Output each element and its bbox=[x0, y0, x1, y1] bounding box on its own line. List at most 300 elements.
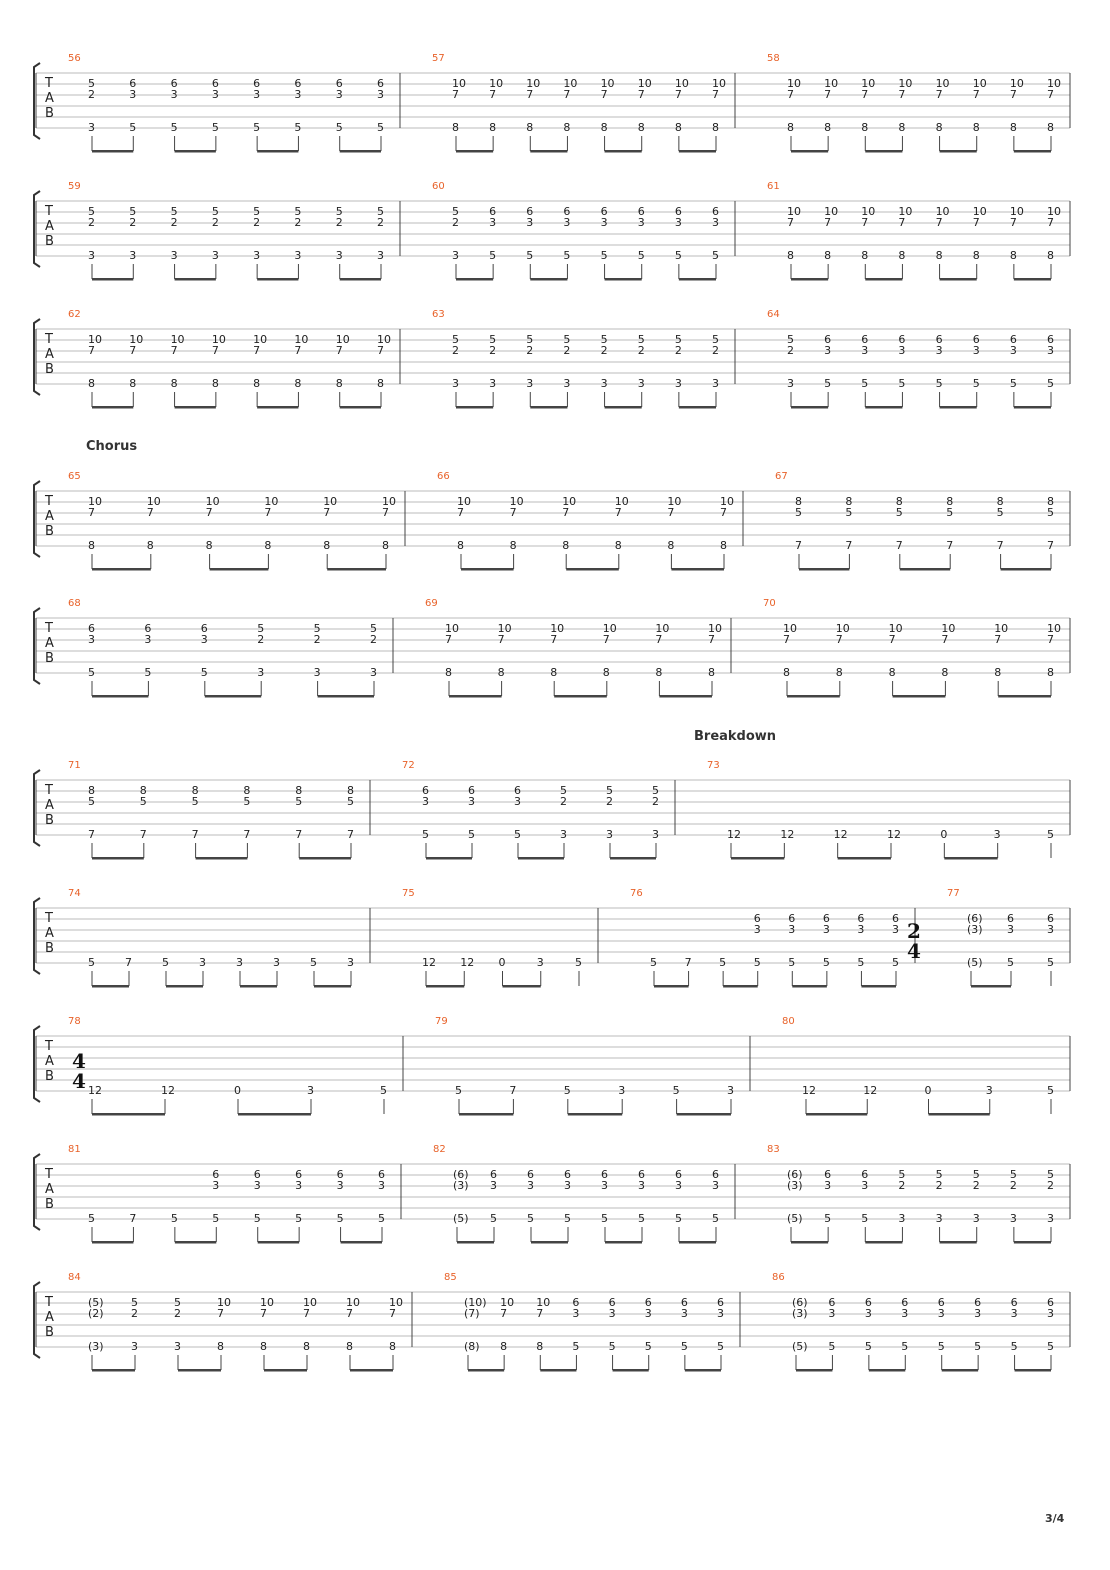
fret-number: 3 bbox=[935, 344, 943, 357]
fret-number: 5 bbox=[937, 1340, 945, 1353]
fret-number: 6 bbox=[170, 77, 178, 90]
fret-number: 7 bbox=[489, 88, 497, 101]
fret-number: 10 bbox=[783, 622, 797, 635]
fret-number: 5 bbox=[788, 956, 796, 969]
note-beam bbox=[340, 150, 381, 153]
measure-number: 77 bbox=[947, 888, 960, 899]
fret-number: 5 bbox=[857, 956, 865, 969]
fret-number: 10 bbox=[550, 622, 565, 635]
fret-number: 7 bbox=[684, 956, 692, 969]
fret-number: 10 bbox=[526, 77, 541, 90]
fret-number: 10 bbox=[260, 1296, 274, 1309]
fret-number: 7 bbox=[253, 344, 261, 357]
fret-number: (5) bbox=[88, 1296, 104, 1309]
tab-clef-letter: B bbox=[45, 1325, 54, 1340]
note-beam bbox=[456, 406, 493, 409]
measure-number: 71 bbox=[68, 760, 81, 771]
fret-number: 3 bbox=[680, 1307, 688, 1320]
fret-number: 5 bbox=[370, 622, 377, 635]
note-beam bbox=[530, 150, 567, 153]
fret-number: 5 bbox=[378, 1212, 385, 1225]
fret-number: 3 bbox=[88, 121, 95, 134]
fret-number: 5 bbox=[455, 1084, 462, 1097]
fret-number: 7 bbox=[303, 1307, 310, 1320]
tab-clef-letter: T bbox=[45, 1295, 53, 1310]
fret-number: 8 bbox=[347, 784, 354, 797]
fret-number: 5 bbox=[972, 1168, 980, 1181]
measure-number: 72 bbox=[402, 760, 415, 771]
fret-number: 7 bbox=[941, 633, 949, 646]
fret-number: 5 bbox=[753, 956, 761, 969]
fret-number: 6 bbox=[898, 333, 906, 346]
tab-clef-letter: A bbox=[45, 219, 54, 234]
note-beam bbox=[659, 695, 712, 698]
fret-number: 2 bbox=[674, 344, 682, 357]
fret-number: 3 bbox=[727, 1084, 734, 1097]
fret-number: 3 bbox=[608, 1307, 616, 1320]
fret-number: 8 bbox=[602, 666, 610, 679]
note-beam bbox=[677, 1113, 731, 1116]
note-beam bbox=[178, 1369, 221, 1372]
fret-number: 6 bbox=[572, 1296, 580, 1309]
fret-number: 7 bbox=[243, 828, 251, 841]
fret-number: 3 bbox=[295, 1179, 303, 1192]
note-beam bbox=[196, 857, 248, 860]
note-beam bbox=[613, 1369, 649, 1372]
fret-number: 3 bbox=[129, 249, 137, 262]
fret-number: 6 bbox=[822, 912, 830, 925]
fret-number: 3 bbox=[514, 795, 521, 808]
fret-number: 5 bbox=[864, 1340, 872, 1353]
fret-number: 6 bbox=[336, 1168, 344, 1181]
fret-number: 8 bbox=[139, 784, 147, 797]
fret-number: 8 bbox=[382, 539, 389, 552]
fret-number: 5 bbox=[380, 1084, 387, 1097]
fret-number: 5 bbox=[563, 333, 571, 346]
fret-number: 5 bbox=[294, 205, 302, 218]
fret-number: 0 bbox=[924, 1084, 932, 1097]
fret-number: 2 bbox=[370, 633, 377, 646]
tab-staff-row bbox=[34, 181, 1070, 281]
fret-number: 8 bbox=[536, 1340, 544, 1353]
fret-number: 6 bbox=[600, 205, 608, 218]
fret-number: 6 bbox=[1047, 333, 1054, 346]
fret-number: 3 bbox=[490, 1179, 497, 1192]
fret-number: 8 bbox=[146, 539, 154, 552]
fret-number: 6 bbox=[200, 622, 208, 635]
fret-number: 6 bbox=[144, 622, 152, 635]
fret-number: 3 bbox=[712, 377, 719, 390]
measure-number: 61 bbox=[767, 181, 780, 192]
note-beam bbox=[893, 695, 946, 698]
fret-number: 7 bbox=[129, 344, 137, 357]
fret-number: 2 bbox=[898, 1179, 906, 1192]
fret-number: 2 bbox=[560, 795, 567, 808]
fret-number: 3 bbox=[307, 1084, 314, 1097]
fret-number: 8 bbox=[526, 121, 534, 134]
fret-number: 8 bbox=[935, 121, 943, 134]
fret-number: 8 bbox=[295, 784, 303, 797]
fret-number: 5 bbox=[1047, 828, 1054, 841]
tab-clef-letter: B bbox=[45, 234, 54, 249]
fret-number: 7 bbox=[323, 506, 331, 519]
note-beam bbox=[1014, 150, 1051, 153]
fret-number: 10 bbox=[1009, 77, 1024, 90]
fret-number: 2 bbox=[129, 216, 137, 229]
fret-number: 10 bbox=[861, 205, 876, 218]
note-beam bbox=[210, 568, 269, 571]
fret-number: 6 bbox=[489, 205, 497, 218]
fret-number: 3 bbox=[536, 956, 544, 969]
fret-number: 5 bbox=[822, 956, 830, 969]
fret-number: 3 bbox=[129, 88, 137, 101]
fret-number: 5 bbox=[452, 333, 459, 346]
fret-number: 3 bbox=[170, 88, 178, 101]
fret-number: 7 bbox=[264, 506, 272, 519]
fret-number: 5 bbox=[638, 1212, 645, 1225]
fret-number: 10 bbox=[146, 495, 161, 508]
fret-number: 7 bbox=[509, 506, 517, 519]
fret-number: 7 bbox=[898, 216, 906, 229]
fret-number: 8 bbox=[377, 377, 384, 390]
fret-number: 5 bbox=[144, 666, 152, 679]
fret-number: 5 bbox=[606, 784, 613, 797]
measure-number: 67 bbox=[775, 471, 788, 482]
note-beam bbox=[791, 406, 828, 409]
fret-number: 6 bbox=[335, 77, 343, 90]
fret-number: 10 bbox=[614, 495, 629, 508]
fret-number: 12 bbox=[863, 1084, 878, 1097]
fret-number: 5 bbox=[253, 121, 261, 134]
fret-number: 5 bbox=[1010, 1340, 1018, 1353]
fret-number: 3 bbox=[253, 1179, 261, 1192]
fret-number: 10 bbox=[389, 1296, 403, 1309]
fret-number: 10 bbox=[457, 495, 471, 508]
fret-number: 6 bbox=[1010, 1296, 1018, 1309]
fret-number: 5 bbox=[377, 205, 384, 218]
note-beam bbox=[671, 568, 724, 571]
measure-number: 86 bbox=[772, 1272, 785, 1283]
note-beam bbox=[998, 695, 1051, 698]
note-beam bbox=[654, 985, 689, 988]
fret-number: (10) bbox=[464, 1296, 487, 1309]
fret-number: 10 bbox=[509, 495, 524, 508]
fret-number: 3 bbox=[864, 1307, 872, 1320]
fret-number: 6 bbox=[788, 912, 796, 925]
fret-number: 3 bbox=[618, 1084, 626, 1097]
fret-number: 6 bbox=[824, 1168, 832, 1181]
fret-number: 5 bbox=[935, 1168, 943, 1181]
fret-number: 5 bbox=[243, 795, 251, 808]
fret-number: 2 bbox=[489, 344, 497, 357]
fret-number: 12 bbox=[88, 1084, 102, 1097]
fret-number: 3 bbox=[572, 1307, 580, 1320]
fret-number: 10 bbox=[861, 77, 876, 90]
fret-number: 5 bbox=[861, 1212, 869, 1225]
fret-number: 2 bbox=[335, 216, 343, 229]
fret-number: 8 bbox=[389, 1340, 396, 1353]
fret-number: 5 bbox=[139, 795, 147, 808]
fret-number: 6 bbox=[1007, 912, 1014, 925]
fret-number: 2 bbox=[174, 1307, 181, 1320]
note-beam bbox=[865, 406, 902, 409]
note-beam bbox=[340, 278, 381, 281]
note-beam bbox=[568, 1113, 622, 1116]
fret-number: 7 bbox=[260, 1307, 267, 1320]
fret-number: 3 bbox=[753, 923, 761, 936]
fret-number: 8 bbox=[720, 539, 727, 552]
fret-number: 3 bbox=[717, 1307, 724, 1320]
tab-clef-letter: T bbox=[45, 204, 53, 219]
fret-number: 10 bbox=[1047, 205, 1061, 218]
fret-number: 5 bbox=[901, 1340, 909, 1353]
fret-number: (6) bbox=[787, 1168, 803, 1181]
time-signature-bottom: 4 bbox=[907, 939, 921, 963]
tab-staff-row bbox=[34, 53, 1070, 153]
fret-number: 5 bbox=[200, 666, 208, 679]
fret-number: 8 bbox=[1047, 495, 1054, 508]
fret-number: 2 bbox=[563, 344, 571, 357]
fret-number: 3 bbox=[824, 344, 832, 357]
fret-number: 8 bbox=[445, 666, 452, 679]
fret-number: 10 bbox=[941, 622, 956, 635]
fret-number: 5 bbox=[257, 622, 265, 635]
note-beam bbox=[175, 278, 216, 281]
fret-number: 5 bbox=[310, 956, 317, 969]
fret-number: 10 bbox=[303, 1296, 317, 1309]
fret-number: 10 bbox=[489, 77, 504, 90]
fret-number: 8 bbox=[346, 1340, 353, 1353]
fret-number: 8 bbox=[191, 784, 199, 797]
fret-number: 5 bbox=[1007, 956, 1014, 969]
fret-number: 5 bbox=[564, 1212, 571, 1225]
note-beam bbox=[869, 1369, 905, 1372]
note-beam bbox=[605, 150, 642, 153]
fret-number: 7 bbox=[526, 88, 534, 101]
fret-number: 8 bbox=[667, 539, 675, 552]
fret-number: 3 bbox=[861, 1179, 869, 1192]
measure-number: 59 bbox=[68, 181, 81, 192]
fret-number: 3 bbox=[898, 344, 906, 357]
note-beam bbox=[787, 695, 840, 698]
fret-number: 6 bbox=[526, 205, 534, 218]
fret-number: 8 bbox=[264, 539, 272, 552]
fret-number: 5 bbox=[527, 1212, 534, 1225]
fret-number: 7 bbox=[457, 506, 464, 519]
fret-number: 3 bbox=[985, 1084, 993, 1097]
fret-number: 7 bbox=[129, 1212, 137, 1225]
fret-number: 8 bbox=[898, 249, 906, 262]
tab-staff-row bbox=[34, 1144, 1070, 1244]
fret-number: 10 bbox=[88, 495, 102, 508]
fret-number: 6 bbox=[490, 1168, 497, 1181]
fret-number: 5 bbox=[644, 1340, 652, 1353]
fret-number: 2 bbox=[313, 633, 321, 646]
tab-staff-row bbox=[34, 309, 1070, 409]
fret-number: 5 bbox=[313, 622, 321, 635]
fret-number: 8 bbox=[497, 666, 505, 679]
measure-number: 83 bbox=[767, 1144, 780, 1155]
fret-number: 7 bbox=[382, 506, 389, 519]
tab-clef-letter: A bbox=[45, 926, 54, 941]
fret-number: 5 bbox=[652, 784, 659, 797]
measure-number: 66 bbox=[437, 471, 450, 482]
fret-number: 6 bbox=[468, 784, 475, 797]
note-beam bbox=[679, 1241, 716, 1244]
fret-number: 3 bbox=[993, 828, 1001, 841]
note-beam bbox=[679, 278, 716, 281]
measure-number: 82 bbox=[433, 1144, 446, 1155]
fret-number: 3 bbox=[822, 923, 830, 936]
fret-number: 2 bbox=[170, 216, 178, 229]
fret-number: 3 bbox=[131, 1340, 138, 1353]
fret-number: 6 bbox=[717, 1296, 724, 1309]
fret-number: 5 bbox=[563, 249, 571, 262]
fret-number: 6 bbox=[824, 333, 832, 346]
fret-number: 3 bbox=[898, 1212, 906, 1225]
fret-number: 6 bbox=[861, 333, 869, 346]
fret-number: 3 bbox=[1009, 344, 1017, 357]
fret-number: 7 bbox=[170, 344, 178, 357]
fret-number: 5 bbox=[712, 333, 719, 346]
fret-number: 3 bbox=[377, 88, 384, 101]
note-beam bbox=[426, 857, 472, 860]
fret-number: 10 bbox=[563, 77, 578, 90]
fret-number: 7 bbox=[845, 539, 853, 552]
fret-number: 3 bbox=[637, 377, 645, 390]
fret-number: 5 bbox=[563, 1084, 571, 1097]
tab-clef-letter: B bbox=[45, 1069, 54, 1084]
fret-number: 3 bbox=[212, 1179, 220, 1192]
fret-number: 3 bbox=[1007, 923, 1014, 936]
fret-number: 5 bbox=[712, 249, 719, 262]
fret-number: 7 bbox=[972, 216, 980, 229]
fret-number: 10 bbox=[500, 1296, 515, 1309]
fret-number: 2 bbox=[1047, 1179, 1054, 1192]
note-beam bbox=[792, 985, 827, 988]
fret-number: 8 bbox=[845, 495, 853, 508]
note-beam bbox=[327, 568, 386, 571]
fret-number: 7 bbox=[861, 216, 869, 229]
fret-number: 6 bbox=[253, 1168, 261, 1181]
fret-number: 5 bbox=[422, 828, 429, 841]
note-beam bbox=[92, 406, 133, 409]
fret-number: 7 bbox=[509, 1084, 517, 1097]
fret-number: 3 bbox=[974, 1307, 982, 1320]
fret-number: 10 bbox=[346, 1296, 360, 1309]
fret-number: 6 bbox=[644, 1296, 652, 1309]
note-beam bbox=[838, 857, 891, 860]
fret-number: 5 bbox=[1047, 1340, 1054, 1353]
note-beam bbox=[1014, 406, 1051, 409]
measure-number: 70 bbox=[763, 598, 776, 609]
note-beam bbox=[1014, 1241, 1051, 1244]
fret-number: 3 bbox=[644, 1307, 652, 1320]
fret-number: 6 bbox=[828, 1296, 836, 1309]
fret-number: 3 bbox=[861, 344, 869, 357]
note-beam bbox=[166, 985, 203, 988]
fret-number: 5 bbox=[712, 1212, 719, 1225]
fret-number: 3 bbox=[606, 828, 613, 841]
fret-number: 8 bbox=[795, 495, 802, 508]
fret-number: 10 bbox=[898, 77, 913, 90]
fret-number: 3 bbox=[652, 828, 659, 841]
fret-number: 7 bbox=[637, 88, 645, 101]
fret-number: 5 bbox=[560, 784, 567, 797]
fret-number: 10 bbox=[708, 622, 722, 635]
fret-number: 8 bbox=[824, 121, 832, 134]
note-beam bbox=[459, 1113, 513, 1116]
fret-number: 3 bbox=[211, 249, 219, 262]
fret-number: 5 bbox=[1047, 1168, 1054, 1181]
fret-number: 7 bbox=[562, 506, 570, 519]
fret-number: 7 bbox=[600, 88, 608, 101]
fret-number: 3 bbox=[526, 216, 534, 229]
fret-number: 10 bbox=[253, 333, 268, 346]
fret-number: 5 bbox=[335, 121, 343, 134]
fret-number: 5 bbox=[253, 205, 261, 218]
fret-number: 3 bbox=[422, 795, 429, 808]
note-beam bbox=[531, 1241, 568, 1244]
fret-number: 8 bbox=[457, 539, 464, 552]
fret-number: 6 bbox=[974, 1296, 982, 1309]
fret-number: 6 bbox=[608, 1296, 616, 1309]
note-beam bbox=[456, 150, 493, 153]
fret-number: 7 bbox=[146, 506, 154, 519]
note-beam bbox=[341, 1241, 382, 1244]
fret-number: 3 bbox=[257, 666, 265, 679]
fret-number: (3) bbox=[787, 1179, 803, 1192]
fret-number: 5 bbox=[490, 1212, 497, 1225]
fret-number: 7 bbox=[1047, 216, 1054, 229]
fret-number: 7 bbox=[125, 956, 132, 969]
fret-number: 3 bbox=[824, 1179, 832, 1192]
time-signature-bottom: 4 bbox=[72, 1069, 86, 1093]
fret-number: 10 bbox=[536, 1296, 551, 1309]
fret-number: 3 bbox=[273, 956, 280, 969]
fret-number: 7 bbox=[1047, 633, 1054, 646]
fret-number: 2 bbox=[637, 344, 645, 357]
fret-number: 5 bbox=[600, 333, 608, 346]
fret-number: 6 bbox=[637, 205, 645, 218]
fret-number: 5 bbox=[170, 205, 178, 218]
fret-number: 8 bbox=[489, 121, 497, 134]
fret-number: 8 bbox=[323, 539, 331, 552]
tab-staff-row bbox=[34, 760, 1070, 860]
measure-number: 76 bbox=[630, 888, 643, 899]
fret-number: (5) bbox=[967, 956, 983, 969]
fret-number: 3 bbox=[675, 1179, 682, 1192]
note-beam bbox=[350, 1369, 393, 1372]
fret-number: 5 bbox=[946, 506, 954, 519]
fret-number: 6 bbox=[88, 622, 95, 635]
note-beam bbox=[258, 1241, 299, 1244]
fret-number: 7 bbox=[674, 88, 682, 101]
note-beam bbox=[806, 1113, 867, 1116]
note-beam bbox=[175, 406, 216, 409]
note-beam bbox=[554, 695, 607, 698]
note-beam bbox=[900, 568, 950, 571]
fret-number: 5 bbox=[526, 249, 534, 262]
tab-clef-letter: B bbox=[45, 106, 54, 121]
tab-clef-letter: T bbox=[45, 1167, 53, 1182]
note-beam bbox=[791, 150, 828, 153]
fret-number: 10 bbox=[377, 333, 391, 346]
fret-number: 3 bbox=[174, 1340, 181, 1353]
fret-number: 5 bbox=[295, 1212, 303, 1225]
fret-number: 3 bbox=[637, 216, 645, 229]
fret-number: 8 bbox=[674, 121, 682, 134]
